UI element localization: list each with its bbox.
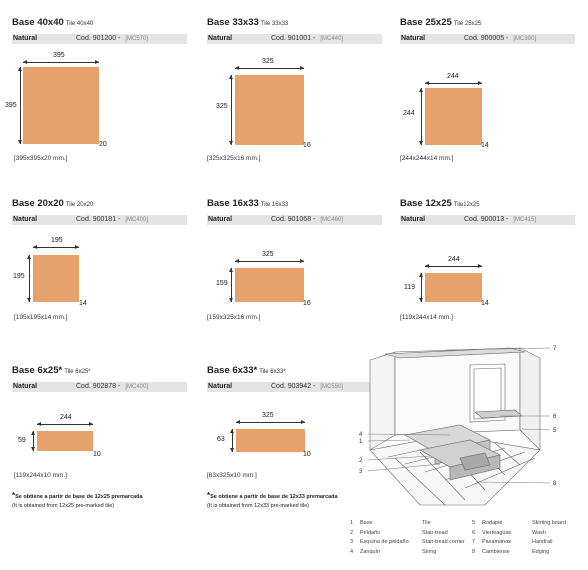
tile-name: Base 40x40 — [12, 17, 64, 28]
legend-term-es: Cambiense — [482, 548, 510, 555]
height-label: 395 — [5, 102, 17, 109]
tile-code-band: Natural Cod. 901200 - [MC570] — [12, 34, 187, 44]
callout-label: 6 — [553, 414, 557, 420]
legend-row — [350, 548, 586, 558]
tile-subname: Tile 20x20 — [65, 202, 94, 208]
legend-number: 5 — [472, 520, 476, 526]
tile-subname: Tile 6x33* — [259, 369, 286, 375]
legend-term-en: Skirting board — [532, 520, 566, 526]
legend-row — [350, 529, 586, 539]
tile-mc-code: [MC400] — [125, 384, 149, 390]
width-label: 325 — [262, 251, 274, 258]
tile-code: Cod. 903942 — [271, 383, 312, 390]
tile-card — [207, 198, 382, 225]
footnote: *Se obtiene a partir de base de 12x33 premarcada (It is obtained from 12x33 pre-marked tile) — [207, 491, 338, 509]
height-dimension-line — [421, 273, 422, 302]
tile-header — [207, 198, 382, 212]
legend-number: 4 — [350, 548, 354, 555]
thickness-label: 10 — [303, 451, 311, 458]
finish-label: Natural — [208, 383, 233, 390]
tile-mc-code: [MC460] — [320, 217, 344, 223]
footnote: *Se obtiene a partir de base de 12x25 premarcada (It is obtained from 12x25 pre-marked tile) — [12, 491, 143, 509]
legend-term-en: Handrail — [532, 539, 553, 545]
tile-code: Cod. 900013 — [464, 216, 505, 223]
finish-label: Natural — [401, 216, 426, 223]
width-dimension-line — [235, 261, 304, 262]
tile-swatch — [235, 75, 304, 145]
tile-swatch — [236, 429, 305, 452]
legend-term-en: Stair-tread — [422, 529, 448, 536]
width-label: 395 — [53, 52, 65, 59]
legend-number: 7 — [472, 539, 476, 545]
tile-mc-code: [MC550] — [320, 384, 344, 390]
dimension-caption: [159x325x16 mm.] — [207, 314, 261, 321]
tile-card — [207, 17, 382, 44]
tile-subname: Tile 33x33 — [260, 21, 289, 27]
finish-label: Natural — [13, 35, 38, 42]
height-dimension-line — [29, 255, 30, 302]
height-dimension-line — [231, 268, 232, 302]
dimension-caption: [63x325x10 mm.] — [207, 472, 257, 479]
footnote-es: Se obtiene a partir de base de 12x33 premarcada — [210, 494, 338, 500]
tile-code: Cod. 901068 — [271, 216, 312, 223]
thickness-label: 14 — [481, 300, 489, 307]
height-label: 244 — [403, 110, 415, 117]
legend-term-en: Wash — [532, 529, 546, 536]
legend-number: 8 — [472, 548, 476, 555]
legend — [350, 519, 586, 557]
height-dimension-line — [20, 67, 21, 144]
width-dimension-line — [236, 422, 305, 423]
tile-name: Base 16x33 — [207, 198, 259, 209]
tile-code-band: Natural Cod. 900181 - [MC400] — [12, 215, 187, 225]
footnote-es: Se obtiene a partir de base de 12x25 premarcada — [15, 494, 143, 500]
tile-swatch — [23, 67, 99, 144]
tile-header — [12, 198, 187, 212]
legend-term-es: Vierteaguas — [482, 529, 512, 536]
tile-code: Cod. 900181 — [76, 216, 117, 223]
tile-card — [12, 198, 187, 225]
tile-mc-code: [MC415] — [513, 217, 537, 223]
tile-mc-code: [MC570] — [125, 36, 149, 42]
height-dimension-line — [232, 429, 233, 452]
callout-label: 8 — [553, 481, 557, 487]
legend-term-es: Esquina de peldaño — [360, 539, 409, 545]
width-dimension-line — [425, 266, 482, 267]
tile-header — [12, 365, 187, 379]
dimension-caption: [395x395x20 mm.] — [14, 155, 68, 162]
legend-term-en: String — [422, 548, 437, 555]
callout-label: 1 — [359, 439, 363, 445]
width-dimension-line — [23, 62, 99, 63]
tile-swatch — [33, 255, 79, 302]
tile-subname: Tile 40x40 — [65, 21, 94, 27]
tile-mc-code: [MC400] — [125, 217, 149, 223]
width-label: 325 — [262, 58, 274, 65]
legend-number: 1 — [350, 520, 354, 526]
tile-name: Base 12x25 — [400, 198, 452, 209]
callout-label: 2 — [359, 458, 363, 464]
height-label: 159 — [216, 280, 228, 287]
tile-code-band: Natural Cod. 900005 - [MC390] — [400, 34, 575, 44]
footnote-en: (It is obtained from 12x25 pre-marked tile) — [12, 503, 115, 509]
width-dimension-line — [425, 83, 482, 84]
legend-term-es: Rodapié — [482, 520, 503, 526]
thickness-label: 10 — [93, 451, 101, 458]
thickness-label: 16 — [303, 142, 311, 149]
tile-name: Base 6x33* — [207, 365, 258, 376]
tile-mc-code: [MC390] — [513, 36, 537, 42]
height-label: 59 — [18, 437, 26, 444]
callout-label: 7 — [553, 346, 557, 352]
legend-term-es: Peldaño — [360, 529, 381, 536]
tile-code-band: Natural Cod. 903942 - [MC550] — [207, 382, 382, 392]
tile-header — [12, 17, 187, 31]
tile-code: Cod. 902878 — [76, 383, 117, 390]
width-label: 244 — [447, 73, 459, 80]
legend-row — [350, 538, 586, 548]
tile-card — [12, 365, 187, 392]
width-dimension-line — [33, 247, 79, 248]
thickness-label: 20 — [99, 141, 107, 148]
finish-label: Natural — [13, 216, 38, 223]
tile-name: Base 25x25 — [400, 17, 452, 28]
legend-term-es: Pasamanos — [482, 539, 512, 545]
tile-subname: Tile 16x33 — [260, 202, 289, 208]
tile-subname: Tile12x25 — [453, 202, 480, 208]
tile-header — [207, 17, 382, 31]
tile-swatch — [235, 268, 304, 302]
legend-number: 3 — [350, 539, 354, 545]
tile-code-band: Natural Cod. 902878 - [MC400] — [12, 382, 187, 392]
installation-illustration — [350, 340, 586, 510]
tile-name: Base 33x33 — [207, 17, 259, 28]
legend-term-en: Edging — [532, 548, 550, 555]
tile-code-band: Natural Cod. 901068 - [MC460] — [207, 215, 382, 225]
tile-code: Cod. 900005 — [464, 35, 505, 42]
thickness-label: 14 — [481, 142, 489, 149]
height-label: 63 — [217, 436, 225, 443]
dimension-caption: [325x325x16 mm.] — [207, 155, 261, 162]
tile-code: Cod. 901200 — [76, 35, 117, 42]
height-dimension-line — [33, 431, 34, 451]
footnote-en: (It is obtained from 12x33 pre-marked tile) — [207, 503, 310, 509]
dimension-caption: [244x244x14 mm.] — [400, 155, 454, 162]
dimension-caption: [195x195x14 mm.] — [14, 314, 68, 321]
callout-label: 3 — [359, 469, 363, 475]
tile-swatch — [425, 88, 482, 145]
tile-swatch — [425, 273, 482, 302]
tile-header — [400, 17, 575, 31]
height-dimension-line — [421, 88, 422, 145]
thickness-label: 16 — [303, 300, 311, 307]
height-label: 195 — [13, 273, 25, 280]
dimension-caption: [119x244x10 mm.] — [14, 472, 67, 479]
tile-card — [12, 17, 187, 44]
legend-number: 6 — [472, 529, 476, 536]
legend-term-en: Stair-tread corner — [422, 539, 465, 545]
height-dimension-line — [231, 75, 232, 145]
tile-header — [400, 198, 575, 212]
legend-term-es: Zanquín — [360, 548, 381, 555]
width-label: 244 — [60, 414, 72, 421]
finish-label: Natural — [401, 35, 426, 42]
finish-label: Natural — [208, 35, 233, 42]
height-label: 325 — [216, 103, 228, 110]
legend-row — [350, 519, 586, 529]
tile-card — [400, 17, 575, 44]
legend-term-es: Base — [360, 520, 373, 526]
finish-label: Natural — [13, 383, 38, 390]
width-dimension-line — [235, 68, 304, 69]
legend-term-en: Tile — [422, 520, 431, 526]
tile-code-band: Natural Cod. 900013 - [MC415] — [400, 215, 575, 225]
width-label: 244 — [448, 256, 460, 263]
dimension-caption: [119x244x14 mm.] — [400, 314, 453, 321]
thickness-label: 14 — [79, 300, 87, 307]
height-label: 119 — [404, 284, 416, 291]
tile-code-band: Natural Cod. 901001 - [MC440] — [207, 34, 382, 44]
callout-label: 4 — [359, 432, 363, 438]
tile-swatch — [37, 431, 93, 451]
width-dimension-line — [37, 424, 93, 425]
tile-name: Base 20x20 — [12, 198, 64, 209]
legend-number: 2 — [350, 529, 354, 536]
tile-subname: Tile 25x25 — [453, 21, 482, 27]
finish-label: Natural — [208, 216, 233, 223]
tile-mc-code: [MC440] — [320, 36, 344, 42]
tile-name: Base 6x25* — [12, 365, 63, 376]
callout-label: 5 — [553, 428, 557, 434]
width-label: 195 — [51, 237, 63, 244]
tile-subname: Tile 6x25* — [64, 369, 91, 375]
tile-code: Cod. 901001 — [271, 35, 312, 42]
tile-card — [400, 198, 575, 225]
width-label: 325 — [262, 412, 274, 419]
